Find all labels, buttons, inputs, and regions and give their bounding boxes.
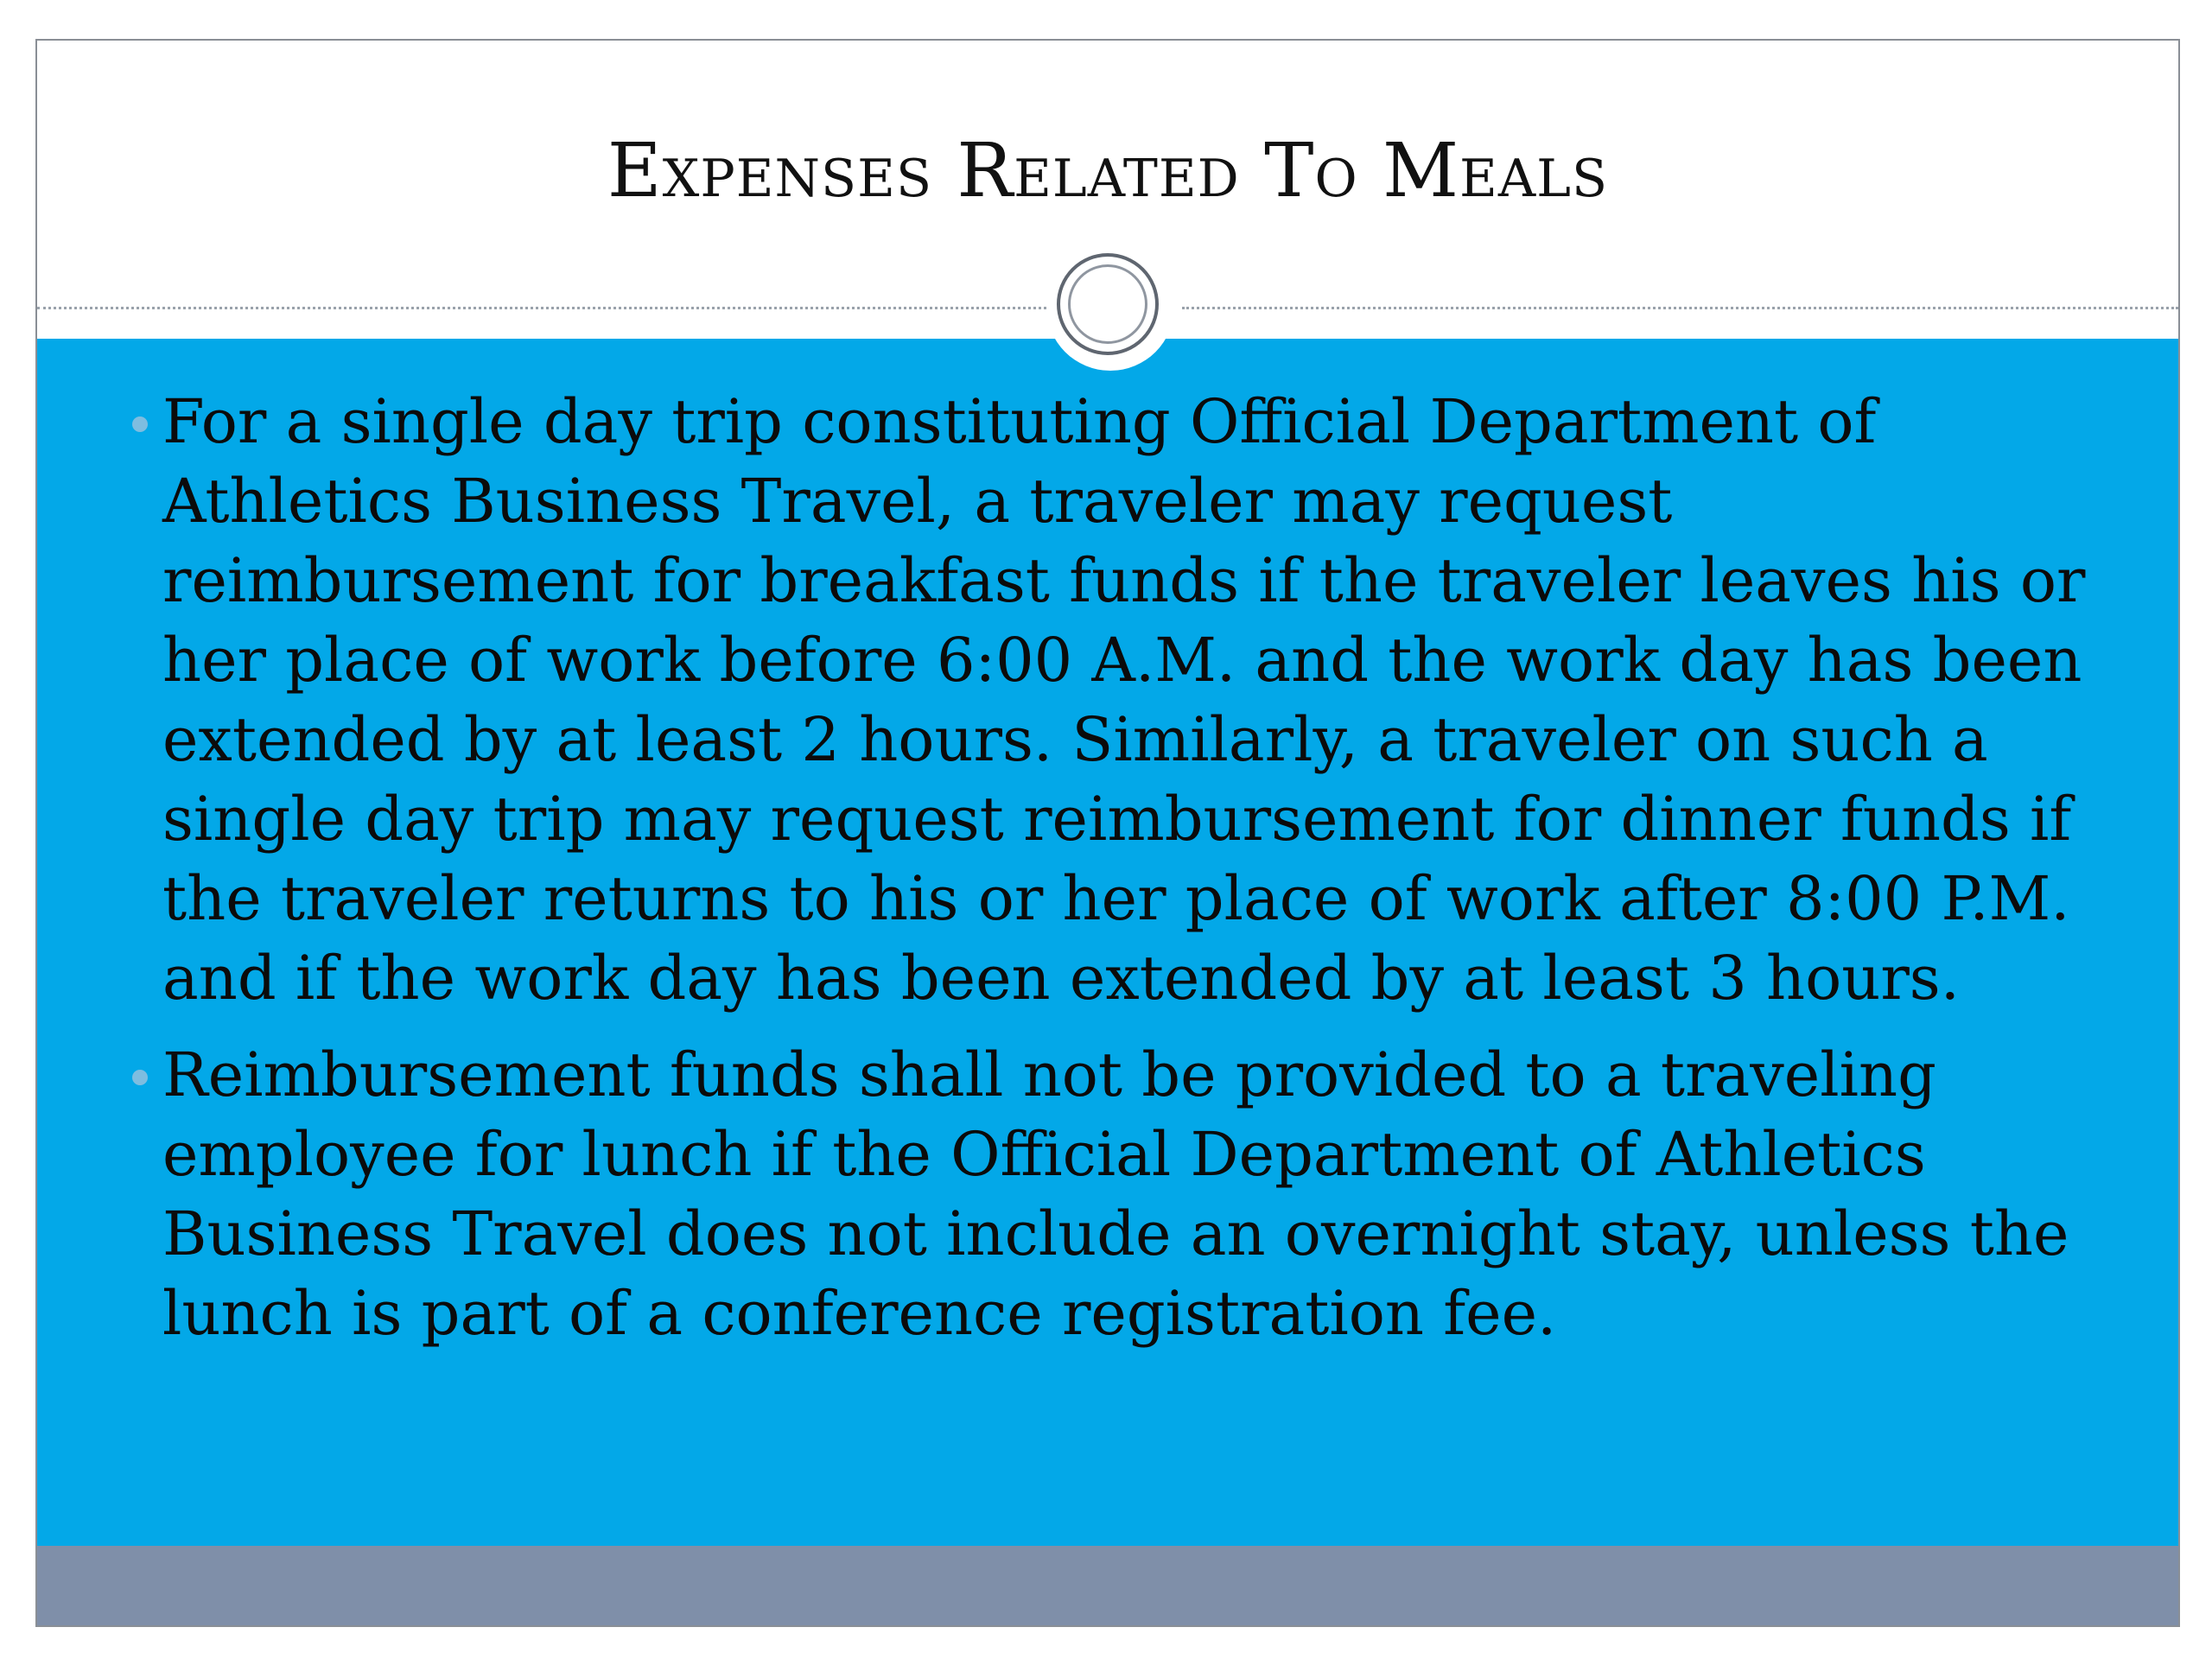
bullet-item bbox=[162, 1035, 2150, 1353]
bullet-text: Reimbursement funds shall not be provided to a traveling employee for lunch if the Official Department of Athletics Business Travel does not include an overnight stay, unless the lunch is part of a conference registration fee. bbox=[162, 1039, 2069, 1349]
bullet-list bbox=[162, 382, 2150, 1370]
bullet-text: For a single day trip constituting Official Department of Athletics Business Travel, a traveler may request reimbursement for breakfast funds if the traveler leaves his or her place of work before 6:00 A.M. and the work day has been extended by at least 2 hours. Similarly, a traveler on such a single day trip may request reimbursement for dinner funds if the traveler returns to his or her place of work after 8:00 P.M. and if the work day has been extended by at least 3 hours. bbox=[162, 386, 2086, 1014]
slide bbox=[35, 39, 2180, 1627]
slide-title: Expenses Related To Meals bbox=[607, 128, 1609, 214]
medallion-inner-ring bbox=[1068, 264, 1147, 344]
title-divider-right bbox=[1182, 307, 2178, 309]
title-divider-left bbox=[37, 307, 1052, 309]
bullet-marker-icon bbox=[132, 1070, 148, 1085]
bullet-marker-icon bbox=[132, 416, 148, 432]
footer-band bbox=[37, 1546, 2178, 1625]
bullet-item bbox=[162, 382, 2150, 1018]
